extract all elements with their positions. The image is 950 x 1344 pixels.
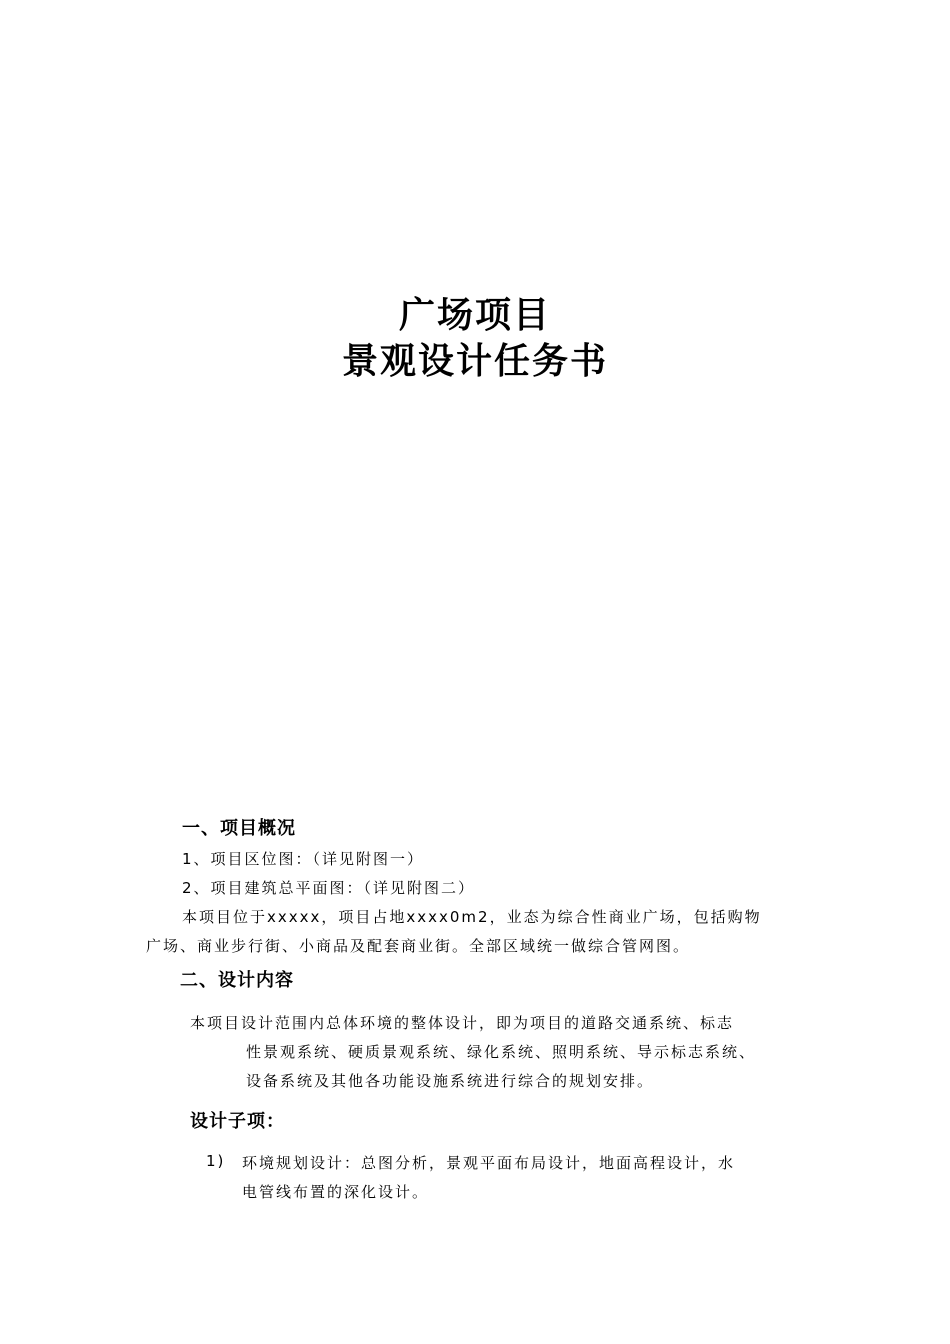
section-2-paragraph-line-2: 性景观系统、硬质景观系统、绿化系统、照明系统、导示标志系统、 — [246, 1043, 757, 1061]
section-1-heading: 一、项目概况 — [182, 818, 296, 839]
subitem-1-number: 1) — [206, 1152, 226, 1170]
title-line-1: 广场项目 — [398, 294, 551, 336]
design-subitems-heading: 设计子项： — [190, 1111, 285, 1132]
subitem-1-line-2: 电管线布置的深化设计。 — [242, 1183, 430, 1201]
section-2-heading: 二、设计内容 — [180, 970, 294, 991]
document-title — [0, 292, 950, 384]
section-1-paragraph-line-1: 本项目位于xxxxx，项目占地xxxx0m2，业态为综合性商业广场，包括购物 — [182, 908, 762, 926]
section-1-paragraph-line-2: 广场、商业步行街、小商品及配套商业街。全部区域统一做综合管网图。 — [146, 937, 691, 955]
section-1-item-2: 2、项目建筑总平面图：（详见附图二） — [182, 879, 476, 897]
section-2-paragraph-line-1: 本项目设计范围内总体环境的整体设计，即为项目的道路交通系统、标志 — [190, 1014, 735, 1032]
subitem-1-line-1: 环境规划设计：总图分析，景观平面布局设计，地面高程设计，水 — [242, 1154, 736, 1172]
section-2-paragraph-line-3: 设备系统及其他各功能设施系统进行综合的规划安排。 — [246, 1072, 655, 1090]
section-1-item-1: 1、项目区位图：（详见附图一） — [182, 850, 425, 868]
title-line-2: 景观设计任务书 — [341, 340, 608, 382]
